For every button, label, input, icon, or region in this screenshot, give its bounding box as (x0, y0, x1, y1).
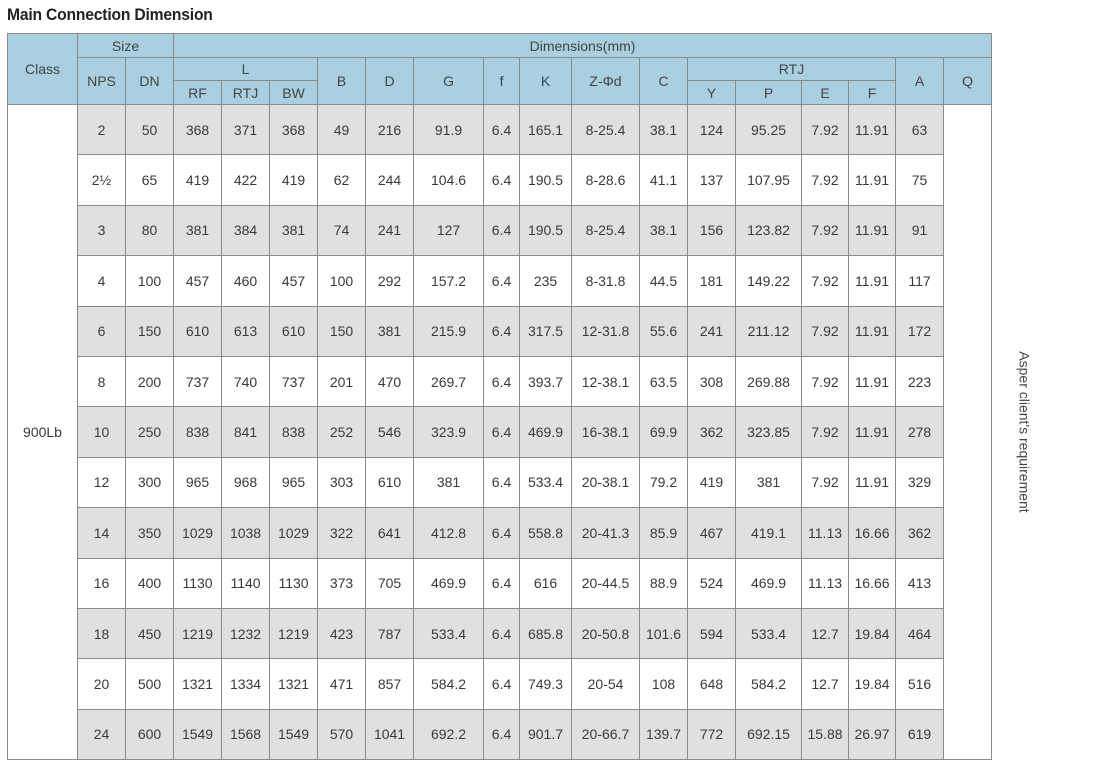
table-row (8, 105, 992, 155)
table-cell: 26.97 (849, 709, 896, 759)
header-rtj: RTJ (222, 81, 270, 105)
header-rtj-group: RTJ (688, 58, 896, 81)
table-cell: 1334 (222, 659, 270, 709)
table-cell: 610 (174, 306, 222, 356)
page-title: Main Connection Dimension (7, 5, 213, 24)
table-cell: 470 (366, 356, 414, 406)
table-cell: 2 (78, 105, 126, 155)
header-f2: F (849, 81, 896, 105)
table-cell: 594 (688, 608, 736, 658)
table-cell: 533.4 (414, 608, 484, 658)
table-cell: 737 (270, 356, 318, 406)
table-cell: 737 (174, 356, 222, 406)
table-cell: 18 (78, 608, 126, 658)
table-cell: 7.92 (802, 306, 849, 356)
table-cell: 100 (126, 256, 174, 306)
table-cell: 558.8 (520, 508, 572, 558)
table-cell: 55.6 (640, 306, 688, 356)
table-cell: 127 (414, 205, 484, 255)
table-cell: 381 (270, 205, 318, 255)
table-cell: 38.1 (640, 205, 688, 255)
table-cell: 533.4 (736, 608, 802, 658)
table-cell: 20-50.8 (572, 608, 640, 658)
header-g: G (414, 58, 484, 105)
table-cell: 20-54 (572, 659, 640, 709)
table-cell: 1219 (270, 608, 318, 658)
header-nps: NPS (78, 58, 126, 105)
table-cell: 108 (640, 659, 688, 709)
table-cell: 7.92 (802, 256, 849, 306)
table-row (8, 608, 992, 658)
dimension-table (7, 33, 1033, 760)
table-cell: 1232 (222, 608, 270, 658)
table-cell: 201 (318, 356, 366, 406)
table-cell: 211.12 (736, 306, 802, 356)
table-cell: 308 (688, 356, 736, 406)
table-cell: 6.4 (484, 457, 520, 507)
table-cell: 11.13 (802, 508, 849, 558)
table-cell: 570 (318, 709, 366, 759)
table-cell: 11.13 (802, 558, 849, 608)
table-cell: 1321 (270, 659, 318, 709)
table-cell: 190.5 (520, 155, 572, 205)
table-cell: 841 (222, 407, 270, 457)
table-cell: 317.5 (520, 306, 572, 356)
table-cell: 300 (126, 457, 174, 507)
table-cell: 16-38.1 (572, 407, 640, 457)
table-cell: 15.88 (802, 709, 849, 759)
table-cell: 252 (318, 407, 366, 457)
table-cell: 6.4 (484, 508, 520, 558)
table-cell: 63.5 (640, 356, 688, 406)
table-cell: 80 (126, 205, 174, 255)
table-row (8, 508, 992, 558)
table-cell: 419 (174, 155, 222, 205)
table-cell: 6.4 (484, 155, 520, 205)
table-cell: 901.7 (520, 709, 572, 759)
table-cell: 235 (520, 256, 572, 306)
table-cell: 44.5 (640, 256, 688, 306)
table-cell: 2½ (78, 155, 126, 205)
table-cell: 1568 (222, 709, 270, 759)
table-cell: 150 (126, 306, 174, 356)
table-cell: 419 (270, 155, 318, 205)
table-cell: 91.9 (414, 105, 484, 155)
table-cell: 75 (896, 155, 944, 205)
table-cell: 1549 (174, 709, 222, 759)
table-cell: 11.91 (849, 256, 896, 306)
table-cell: 104.6 (414, 155, 484, 205)
table-cell: 16.66 (849, 508, 896, 558)
table-row (8, 558, 992, 608)
table-cell: 124 (688, 105, 736, 155)
table-cell: 469.9 (736, 558, 802, 608)
table-cell: 11.91 (849, 306, 896, 356)
table-cell: 292 (366, 256, 414, 306)
table-cell: 107.95 (736, 155, 802, 205)
table-row (8, 306, 992, 356)
table-cell: 350 (126, 508, 174, 558)
table-cell: 100 (318, 256, 366, 306)
table-cell: 150 (318, 306, 366, 356)
table-cell: 278 (896, 407, 944, 457)
table-cell: 74 (318, 205, 366, 255)
table-cell: 12.7 (802, 608, 849, 658)
table-cell: 787 (366, 608, 414, 658)
table-cell: 6.4 (484, 256, 520, 306)
table-cell: 200 (126, 356, 174, 406)
table-cell: 965 (270, 457, 318, 507)
table-cell: 8 (78, 356, 126, 406)
table-cell: 63 (896, 105, 944, 155)
table-cell: 20-38.1 (572, 457, 640, 507)
table-cell: 1140 (222, 558, 270, 608)
header-rf: RF (174, 81, 222, 105)
table-cell: 6.4 (484, 105, 520, 155)
header-size: Size (78, 34, 174, 58)
table-cell: 533.4 (520, 457, 572, 507)
table-cell: 7.92 (802, 105, 849, 155)
table-cell: 705 (366, 558, 414, 608)
table-cell: 91 (896, 205, 944, 255)
table-cell: 419 (688, 457, 736, 507)
header-d: D (366, 58, 414, 105)
table-cell: 6.4 (484, 306, 520, 356)
table-cell: 3 (78, 205, 126, 255)
table-cell: 269.7 (414, 356, 484, 406)
table-cell: 303 (318, 457, 366, 507)
table-cell: 20-66.7 (572, 709, 640, 759)
table-body (8, 105, 1033, 760)
table-cell: 139.7 (640, 709, 688, 759)
table-cell: 137 (688, 155, 736, 205)
table-row (8, 709, 992, 759)
table-cell: 149.22 (736, 256, 802, 306)
table-cell: 648 (688, 659, 736, 709)
table-cell: 749.3 (520, 659, 572, 709)
table-cell: 7.92 (802, 205, 849, 255)
table-cell: 1029 (270, 508, 318, 558)
table-cell: 241 (366, 205, 414, 255)
table-cell: 524 (688, 558, 736, 608)
table-cell: 469.9 (414, 558, 484, 608)
table-cell: 6 (78, 306, 126, 356)
q-cell (944, 105, 1033, 760)
table-cell: 381 (366, 306, 414, 356)
table-cell: 101.6 (640, 608, 688, 658)
table-cell: 223 (896, 356, 944, 406)
table-cell: 7.92 (802, 155, 849, 205)
table-cell: 371 (222, 105, 270, 155)
table-cell: 464 (896, 608, 944, 658)
table-cell: 692.2 (414, 709, 484, 759)
table-cell: 6.4 (484, 608, 520, 658)
table-cell: 685.8 (520, 608, 572, 658)
table-cell: 471 (318, 659, 366, 709)
table-cell: 692.15 (736, 709, 802, 759)
table-cell: 1041 (366, 709, 414, 759)
table-cell: 400 (126, 558, 174, 608)
table-cell: 460 (222, 256, 270, 306)
table-cell: 7.92 (802, 407, 849, 457)
table-cell: 12-38.1 (572, 356, 640, 406)
table-cell: 11.91 (849, 155, 896, 205)
table-cell: 838 (270, 407, 318, 457)
table-cell: 12 (78, 457, 126, 507)
table-cell: 269.88 (736, 356, 802, 406)
table-cell: 469.9 (520, 407, 572, 457)
table-cell: 14 (78, 508, 126, 558)
table-cell: 41.1 (640, 155, 688, 205)
header-dn: DN (126, 58, 174, 105)
table-cell: 381 (736, 457, 802, 507)
table-cell: 423 (318, 608, 366, 658)
table-cell: 65 (126, 155, 174, 205)
table-cell: 165.1 (520, 105, 572, 155)
table-cell: 1549 (270, 709, 318, 759)
table-cell: 4 (78, 256, 126, 306)
table-cell: 216 (366, 105, 414, 155)
table-cell: 11.91 (849, 407, 896, 457)
header-c: C (640, 58, 688, 105)
table-cell: 123.82 (736, 205, 802, 255)
table-cell: 362 (688, 407, 736, 457)
table-cell: 19.84 (849, 608, 896, 658)
table-row (8, 356, 992, 406)
header-b: B (318, 58, 366, 105)
table-cell: 616 (520, 558, 572, 608)
header-y: Y (688, 81, 736, 105)
table-cell: 613 (222, 306, 270, 356)
table-cell: 6.4 (484, 659, 520, 709)
table-cell: 610 (366, 457, 414, 507)
table-cell: 362 (896, 508, 944, 558)
table-cell: 6.4 (484, 356, 520, 406)
table-row (8, 457, 992, 507)
table-cell: 450 (126, 608, 174, 658)
table-row (8, 155, 992, 205)
table-row (8, 205, 992, 255)
table-cell: 641 (366, 508, 414, 558)
table-cell: 323.85 (736, 407, 802, 457)
table-cell: 12.7 (802, 659, 849, 709)
table-cell: 250 (126, 407, 174, 457)
table-cell: 457 (174, 256, 222, 306)
class-cell: 900Lb (8, 105, 78, 760)
header-l: L (174, 58, 318, 81)
table-cell: 772 (688, 709, 736, 759)
table-cell: 381 (414, 457, 484, 507)
table-cell: 368 (174, 105, 222, 155)
table-cell: 20 (78, 659, 126, 709)
table-cell: 1029 (174, 508, 222, 558)
table-cell: 16 (78, 558, 126, 608)
table-cell: 323.9 (414, 407, 484, 457)
table-cell: 157.2 (414, 256, 484, 306)
q-value-text: Asper client's requirement (1016, 351, 1033, 513)
table-cell: 838 (174, 407, 222, 457)
table-cell: 1038 (222, 508, 270, 558)
table-cell: 381 (174, 205, 222, 255)
table-cell: 79.2 (640, 457, 688, 507)
table-cell: 610 (270, 306, 318, 356)
table-cell: 10 (78, 407, 126, 457)
table-cell: 19.84 (849, 659, 896, 709)
table-cell: 6.4 (484, 558, 520, 608)
table-cell: 7.92 (802, 457, 849, 507)
header-dimensions: Dimensions(mm) (174, 34, 992, 58)
table-cell: 38.1 (640, 105, 688, 155)
table-cell: 419.1 (736, 508, 802, 558)
table-cell: 20-44.5 (572, 558, 640, 608)
table-cell: 1130 (174, 558, 222, 608)
header-z: Z-Φd (572, 58, 640, 105)
table-cell: 215.9 (414, 306, 484, 356)
table-cell: 20-41.3 (572, 508, 640, 558)
table-cell: 546 (366, 407, 414, 457)
table-row (8, 659, 992, 709)
table-cell: 95.25 (736, 105, 802, 155)
table-cell: 7.92 (802, 356, 849, 406)
header-p: P (736, 81, 802, 105)
table-cell: 968 (222, 457, 270, 507)
table-cell: 384 (222, 205, 270, 255)
table-cell: 16.66 (849, 558, 896, 608)
header-f: f (484, 58, 520, 105)
header-class: Class (8, 34, 78, 105)
table-cell: 172 (896, 306, 944, 356)
table-cell: 49 (318, 105, 366, 155)
table-cell: 50 (126, 105, 174, 155)
table-cell: 1321 (174, 659, 222, 709)
table-cell: 6.4 (484, 709, 520, 759)
header-e: E (802, 81, 849, 105)
table-cell: 1219 (174, 608, 222, 658)
table-cell: 600 (126, 709, 174, 759)
table-cell: 6.4 (484, 205, 520, 255)
table-cell: 740 (222, 356, 270, 406)
table-cell: 500 (126, 659, 174, 709)
table-cell: 11.91 (849, 105, 896, 155)
table-cell: 62 (318, 155, 366, 205)
table-cell: 329 (896, 457, 944, 507)
table-cell: 368 (270, 105, 318, 155)
table-cell: 467 (688, 508, 736, 558)
table-cell: 413 (896, 558, 944, 608)
table-cell: 11.91 (849, 356, 896, 406)
table-cell: 412.8 (414, 508, 484, 558)
table-cell: 516 (896, 659, 944, 709)
table-cell: 457 (270, 256, 318, 306)
table-cell: 8-31.8 (572, 256, 640, 306)
table-cell: 393.7 (520, 356, 572, 406)
table-cell: 241 (688, 306, 736, 356)
header-a: A (896, 58, 944, 105)
table-cell: 1130 (270, 558, 318, 608)
table-cell: 11.91 (849, 457, 896, 507)
table-cell: 190.5 (520, 205, 572, 255)
table-cell: 244 (366, 155, 414, 205)
table-cell: 181 (688, 256, 736, 306)
table-cell: 8-25.4 (572, 205, 640, 255)
table-cell: 12-31.8 (572, 306, 640, 356)
header-q: Q (944, 58, 992, 105)
table-cell: 8-25.4 (572, 105, 640, 155)
table-cell: 965 (174, 457, 222, 507)
table-cell: 85.9 (640, 508, 688, 558)
table-cell: 584.2 (414, 659, 484, 709)
table-cell: 6.4 (484, 407, 520, 457)
table-cell: 8-28.6 (572, 155, 640, 205)
table-cell: 422 (222, 155, 270, 205)
table-cell: 88.9 (640, 558, 688, 608)
header-k: K (520, 58, 572, 105)
table-row (8, 256, 992, 306)
table-cell: 373 (318, 558, 366, 608)
table-cell: 156 (688, 205, 736, 255)
table-cell: 619 (896, 709, 944, 759)
table-cell: 24 (78, 709, 126, 759)
table-cell: 69.9 (640, 407, 688, 457)
table-cell: 11.91 (849, 205, 896, 255)
table-cell: 117 (896, 256, 944, 306)
table-row (8, 407, 992, 457)
table-cell: 584.2 (736, 659, 802, 709)
table-cell: 857 (366, 659, 414, 709)
header-bw: BW (270, 81, 318, 105)
table-cell: 322 (318, 508, 366, 558)
